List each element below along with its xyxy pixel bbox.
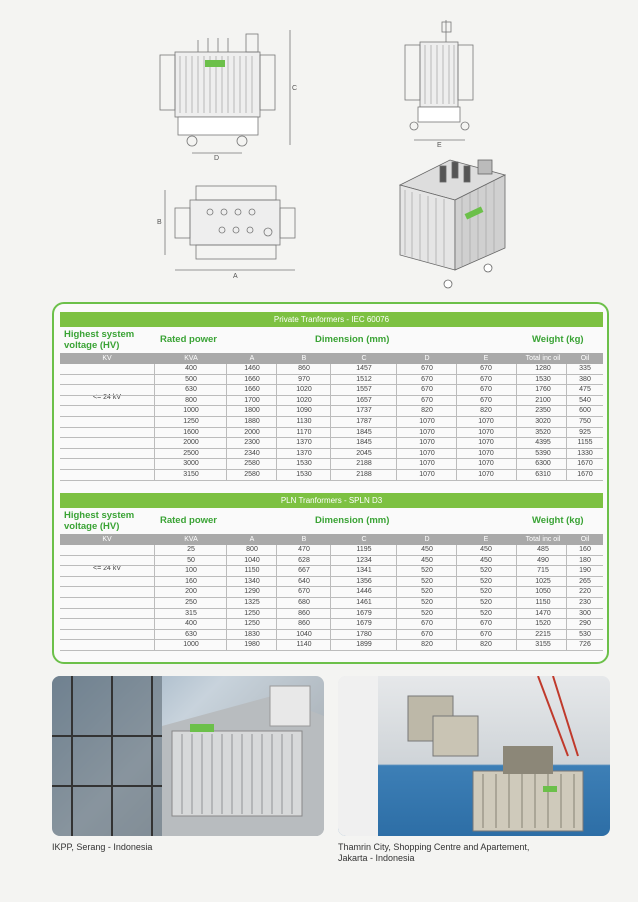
- column-divider: [456, 364, 457, 481]
- cell-e: 1070: [478, 470, 494, 478]
- pln-weight-label: Weight (kg): [532, 515, 584, 526]
- column-divider: [154, 545, 155, 651]
- cell-c: 1461: [356, 598, 372, 606]
- cell-c: 1787: [356, 417, 372, 425]
- cell-b: 1370: [296, 449, 312, 457]
- table-row: [60, 364, 603, 375]
- cell-d: 1070: [419, 460, 435, 468]
- cell-total-inc-oil: 1760: [535, 386, 551, 394]
- cell-a: 1460: [244, 365, 260, 372]
- dim-label-d: D: [214, 155, 220, 162]
- sub-oil: Oil: [580, 355, 590, 362]
- cell-a: 1150: [244, 567, 260, 575]
- cell-oil: 726: [579, 641, 591, 649]
- cell-oil: 750: [579, 417, 591, 425]
- cell-c: 1234: [356, 556, 372, 564]
- cell-e: 820: [480, 407, 492, 415]
- cell-oil: 1670: [577, 470, 593, 478]
- side-view-drawing: [405, 20, 473, 140]
- dim-label-a: A: [233, 273, 238, 280]
- cell-c: 1457: [356, 365, 372, 372]
- cell-total-inc-oil: 3520: [535, 428, 551, 436]
- cell-d: 670: [421, 365, 433, 372]
- cell-d: 670: [421, 386, 433, 394]
- pln-section-title: PLN Tranformers - SPLN D3: [60, 493, 603, 508]
- sub-d: D: [424, 536, 430, 543]
- table-row: [60, 417, 603, 428]
- column-divider: [456, 545, 457, 651]
- private-transformers-section: [60, 312, 603, 481]
- sub-kva: KVA: [184, 355, 198, 362]
- table-row: [60, 609, 603, 620]
- cell-c: 1679: [356, 620, 372, 628]
- private-hv-label: Highest system voltage (HV): [64, 329, 135, 351]
- column-divider: [330, 545, 331, 651]
- cell-a: 800: [246, 546, 258, 553]
- cell-d: 520: [421, 567, 433, 575]
- table-row: [60, 449, 603, 460]
- isometric-view-drawing: [400, 160, 505, 288]
- cell-oil: 300: [579, 609, 591, 617]
- cell-oil: 475: [579, 386, 591, 394]
- cell-b: 1140: [296, 641, 312, 649]
- cell-kva: 1600: [183, 428, 199, 436]
- cell-c: 1679: [356, 609, 372, 617]
- technical-drawings: [0, 0, 638, 300]
- cell-b: 1370: [296, 439, 312, 447]
- cell-d: 1070: [419, 449, 435, 457]
- dim-label-c: C: [292, 85, 298, 92]
- cell-e: 520: [480, 588, 492, 596]
- cell-b: 860: [298, 365, 310, 372]
- caption-right-line-2: Jakarta - Indonesia: [338, 853, 415, 863]
- column-divider: [516, 545, 517, 651]
- cell-d: 670: [421, 620, 433, 628]
- cell-b: 470: [298, 546, 310, 553]
- cell-kva: 630: [185, 630, 197, 638]
- cell-oil: 530: [579, 630, 591, 638]
- photo-thamrin-city: [338, 676, 610, 836]
- table-row: [60, 438, 603, 449]
- cell-e: 1070: [478, 460, 494, 468]
- cell-d: 520: [421, 598, 433, 606]
- pln-header: [60, 508, 603, 534]
- table-row: [60, 459, 603, 470]
- pln-table-body: [60, 545, 603, 651]
- cell-kva: 1000: [183, 407, 199, 415]
- cell-total-inc-oil: 2100: [535, 396, 551, 404]
- cell-d: 450: [421, 546, 433, 553]
- cell-a: 1290: [244, 588, 260, 596]
- cell-e: 670: [480, 630, 492, 638]
- cell-kva: 400: [185, 365, 197, 372]
- cell-d: 520: [421, 609, 433, 617]
- sub-b: B: [301, 355, 307, 362]
- column-divider: [516, 364, 517, 481]
- cell-kva: 100: [185, 567, 197, 575]
- top-view-drawing: [165, 186, 295, 270]
- cell-b: 860: [298, 609, 310, 617]
- cell-total-inc-oil: 5390: [535, 449, 551, 457]
- column-divider: [226, 545, 227, 651]
- cell-oil: 925: [579, 428, 591, 436]
- cell-d: 820: [421, 407, 433, 415]
- pln-transformers-section: [60, 493, 603, 651]
- table-row: [60, 406, 603, 417]
- table-row: [60, 556, 603, 567]
- table-row: [60, 619, 603, 630]
- cell-kva: 1250: [183, 417, 199, 425]
- column-divider: [330, 364, 331, 481]
- cell-total-inc-oil: 1530: [535, 375, 551, 383]
- private-subheader: [60, 353, 603, 364]
- cell-b: 1530: [296, 460, 312, 468]
- dim-label-e: E: [437, 142, 442, 149]
- cell-total-inc-oil: 3155: [535, 641, 551, 649]
- sub-e: E: [483, 355, 489, 362]
- cell-d: 520: [421, 588, 433, 596]
- brand-plate: [205, 60, 225, 67]
- cell-e: 450: [480, 546, 492, 553]
- table-row: [60, 428, 603, 439]
- table-row: [60, 598, 603, 609]
- cell-b: 667: [298, 567, 310, 575]
- cell-oil: 180: [579, 556, 591, 564]
- cell-c: 2188: [356, 470, 372, 478]
- cell-e: 520: [480, 609, 492, 617]
- cell-a: 1700: [244, 396, 260, 404]
- cell-d: 670: [421, 630, 433, 638]
- sub-a: A: [249, 355, 255, 362]
- cell-c: 2188: [356, 460, 372, 468]
- cell-a: 1660: [244, 386, 260, 394]
- sub-oil: Oil: [580, 536, 590, 543]
- table-row: [60, 566, 603, 577]
- pln-hv-label: Highest system voltage (HV): [64, 510, 135, 532]
- pln-subheader: [60, 534, 603, 545]
- cell-total-inc-oil: 4395: [535, 439, 551, 447]
- cell-e: 450: [480, 556, 492, 564]
- table-row: [60, 396, 603, 407]
- cell-kva: 3000: [183, 460, 199, 468]
- cell-kva: 315: [185, 609, 197, 617]
- cell-d: 1070: [419, 439, 435, 447]
- cell-b: 1130: [296, 417, 312, 425]
- private-section-title: Private Tranformers - IEC 60076: [60, 312, 603, 327]
- front-view-drawing: [160, 30, 290, 153]
- cell-b: 670: [298, 588, 310, 596]
- cell-b: 680: [298, 598, 310, 606]
- cell-oil: 220: [579, 588, 591, 596]
- cell-e: 670: [480, 386, 492, 394]
- pln-kv-value: <= 24 kV: [92, 565, 122, 572]
- cell-c: 1899: [356, 641, 372, 649]
- private-kv-value: <= 24 kV: [92, 394, 122, 401]
- cell-c: 1446: [356, 588, 372, 596]
- cell-b: 640: [298, 577, 310, 585]
- table-row: [60, 577, 603, 588]
- cell-oil: 190: [579, 567, 591, 575]
- cell-total-inc-oil: 490: [537, 556, 549, 564]
- table-row: [60, 587, 603, 598]
- cell-total-inc-oil: 1050: [535, 588, 551, 596]
- sub-e: E: [483, 536, 489, 543]
- cell-b: 970: [298, 375, 310, 383]
- cell-c: 1557: [356, 386, 372, 394]
- cell-e: 520: [480, 567, 492, 575]
- specification-panel: [52, 302, 609, 664]
- sub-kva: KVA: [184, 536, 198, 543]
- cell-e: 1070: [478, 428, 494, 436]
- sub-kv: KV: [102, 536, 112, 543]
- private-header: [60, 327, 603, 353]
- cell-oil: 335: [579, 365, 591, 372]
- cell-total-inc-oil: 1280: [535, 365, 551, 372]
- cell-a: 1250: [244, 620, 260, 628]
- cell-b: 1090: [296, 407, 312, 415]
- cell-total-inc-oil: 2350: [535, 407, 551, 415]
- cell-e: 670: [480, 396, 492, 404]
- cell-a: 1880: [244, 417, 260, 425]
- cell-b: 1020: [296, 396, 312, 404]
- cell-oil: 380: [579, 375, 591, 383]
- sub-b: B: [301, 536, 307, 543]
- cell-total-inc-oil: 485: [537, 546, 549, 553]
- column-divider: [396, 545, 397, 651]
- sub-a: A: [249, 536, 255, 543]
- cell-a: 1660: [244, 375, 260, 383]
- private-dimension-label: Dimension (mm): [315, 334, 390, 345]
- cell-oil: 1155: [577, 439, 593, 447]
- sub-d: D: [424, 355, 430, 362]
- private-table-body: [60, 364, 603, 481]
- cell-kva: 800: [185, 396, 197, 404]
- cell-total-inc-oil: 6310: [535, 470, 551, 478]
- cell-kva: 3150: [183, 470, 199, 478]
- caption-right-line-1: Thamrin City, Shopping Centre and Apartement,: [338, 842, 530, 852]
- cell-e: 1070: [478, 449, 494, 457]
- table-row: [60, 545, 603, 556]
- cell-b: 1040: [296, 630, 312, 638]
- cell-a: 1980: [244, 641, 260, 649]
- cell-c: 1341: [356, 567, 372, 575]
- column-divider: [226, 364, 227, 481]
- cell-a: 1040: [244, 556, 260, 564]
- cell-kva: 250: [185, 598, 197, 606]
- cell-e: 670: [480, 620, 492, 628]
- cell-kva: 50: [187, 556, 195, 564]
- cell-e: 670: [480, 365, 492, 372]
- column-divider: [154, 364, 155, 481]
- cell-b: 1170: [296, 428, 312, 436]
- cell-kva: 160: [185, 577, 197, 585]
- cell-a: 2000: [244, 428, 260, 436]
- cell-kva: 400: [185, 620, 197, 628]
- cell-d: 670: [421, 396, 433, 404]
- sub-total: Total inc oil: [525, 355, 561, 362]
- column-divider: [276, 364, 277, 481]
- cell-a: 1800: [244, 407, 260, 415]
- cell-c: 1356: [356, 577, 372, 585]
- cell-b: 1020: [296, 386, 312, 394]
- column-divider: [566, 364, 567, 481]
- sub-c: C: [361, 355, 367, 362]
- photo-ikpp-serang: [52, 676, 324, 836]
- cell-b: 628: [298, 556, 310, 564]
- cell-c: 1195: [356, 546, 372, 553]
- column-divider: [396, 364, 397, 481]
- cell-a: 1340: [244, 577, 260, 585]
- cell-a: 2340: [244, 449, 260, 457]
- table-row: [60, 375, 603, 386]
- cell-total-inc-oil: 1470: [535, 609, 551, 617]
- cell-a: 1250: [244, 609, 260, 617]
- cell-d: 1070: [419, 417, 435, 425]
- cell-total-inc-oil: 1150: [535, 598, 551, 606]
- cell-d: 520: [421, 577, 433, 585]
- cell-a: 1830: [244, 630, 260, 638]
- cell-c: 1845: [356, 428, 372, 436]
- private-rated-power-label: Rated power: [160, 334, 218, 345]
- cell-d: 820: [421, 641, 433, 649]
- column-divider: [276, 545, 277, 651]
- cell-e: 820: [480, 641, 492, 649]
- cell-a: 2300: [244, 439, 260, 447]
- cell-b: 860: [298, 620, 310, 628]
- table-row: [60, 470, 603, 481]
- cell-kva: 25: [187, 546, 195, 553]
- cell-a: 2580: [244, 470, 260, 478]
- private-weight-label: Weight (kg): [532, 334, 584, 345]
- cell-oil: 600: [579, 407, 591, 415]
- cell-oil: 1330: [577, 449, 593, 457]
- dim-label-b: B: [157, 219, 162, 226]
- cell-kva: 500: [185, 375, 197, 383]
- cell-c: 1512: [356, 375, 372, 383]
- cell-oil: 265: [579, 577, 591, 585]
- sub-c: C: [361, 536, 367, 543]
- pln-rated-power-label: Rated power: [160, 515, 218, 526]
- cell-total-inc-oil: 1025: [535, 577, 551, 585]
- table-row: [60, 640, 603, 651]
- cell-c: 2045: [356, 449, 372, 457]
- cell-a: 2580: [244, 460, 260, 468]
- cell-oil: 160: [579, 546, 591, 553]
- cell-kva: 200: [185, 588, 197, 596]
- cell-d: 1070: [419, 470, 435, 478]
- cell-e: 520: [480, 577, 492, 585]
- cell-kva: 2000: [183, 439, 199, 447]
- cell-total-inc-oil: 1520: [535, 620, 551, 628]
- table-row: [60, 385, 603, 396]
- cell-total-inc-oil: 2215: [535, 630, 551, 638]
- cell-e: 1070: [478, 417, 494, 425]
- cell-c: 1780: [356, 630, 372, 638]
- cell-e: 670: [480, 375, 492, 383]
- cell-e: 520: [480, 598, 492, 606]
- cell-e: 1070: [478, 439, 494, 447]
- sub-total: Total inc oil: [525, 536, 561, 543]
- cell-kva: 2500: [183, 449, 199, 457]
- cell-d: 450: [421, 556, 433, 564]
- sub-kv: KV: [102, 355, 112, 362]
- cell-oil: 230: [579, 598, 591, 606]
- cell-c: 1845: [356, 439, 372, 447]
- cell-oil: 290: [579, 620, 591, 628]
- cell-b: 1530: [296, 470, 312, 478]
- caption-left: IKPP, Serang - Indonesia: [52, 842, 153, 852]
- pln-dimension-label: Dimension (mm): [315, 515, 390, 526]
- cell-kva: 630: [185, 386, 197, 394]
- cell-c: 1737: [356, 407, 372, 415]
- cell-total-inc-oil: 715: [537, 567, 549, 575]
- cell-d: 670: [421, 375, 433, 383]
- column-divider: [566, 545, 567, 651]
- cell-c: 1657: [356, 396, 372, 404]
- cell-oil: 1670: [577, 460, 593, 468]
- cell-d: 1070: [419, 428, 435, 436]
- cell-oil: 540: [579, 396, 591, 404]
- cell-total-inc-oil: 3020: [535, 417, 551, 425]
- cell-a: 1325: [244, 598, 260, 606]
- cell-kva: 1000: [183, 641, 199, 649]
- table-row: [60, 630, 603, 641]
- cell-total-inc-oil: 6300: [535, 460, 551, 468]
